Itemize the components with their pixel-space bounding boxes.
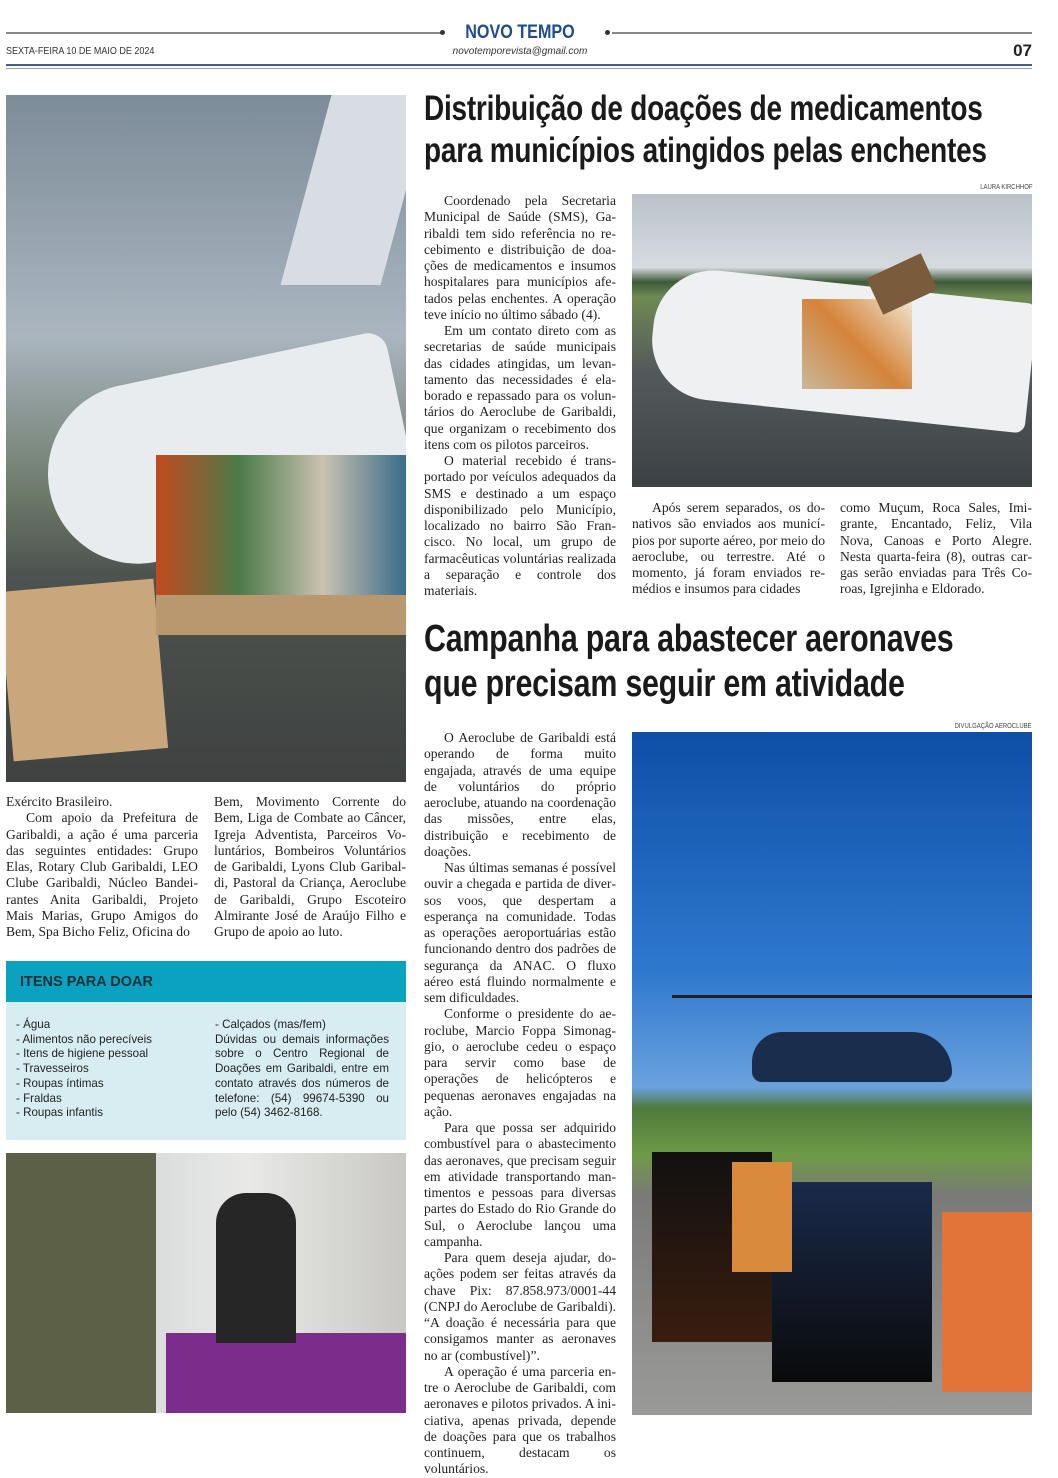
contact-email: novotemporevista@gmail.com: [452, 46, 588, 57]
headline-line: Campanha para abastecer aeronaves: [424, 618, 954, 660]
paragraph: Nas últimas semanas é possível ouvir a chegada e partida de diversos voos, que despertam a esperança na comunidade. Todas as operações aeroportuárias estão funcionando dentro dos padrões de segurança da ANAC. O fluxo aéreo está fluindo normalmente e sem dificuldades.: [424, 860, 616, 1005]
paragraph: Com apoio da Prefeitura de Garibaldi, a ação é uma parceria das seguintes entidades: Grupo Elas, Rotary Club Garibaldi, LEO Clube Garibaldi, Núcleo Bandeirantes Anita Garibaldi, Projeto Mais Marias, Grupo Amigos do Bem, Spa Bicho Feliz, Oficina do: [6, 810, 198, 939]
paragraph: O Aeroclube de Garibaldi está operando de forma muito engajada, através de uma equipe de voluntários do próprio aeroclube, atuando na coordenação das missões, entre elas, distribuição e recebimento de doações.: [424, 730, 616, 859]
donation-item: - Água: [16, 1018, 51, 1031]
donation-item: - Calçados (mas/fem): [215, 1018, 326, 1031]
photo-plane-loading: [6, 95, 406, 782]
donation-contact: [215, 1018, 389, 1121]
photo-helicopter-fuel: [632, 732, 1032, 1415]
masthead: NOVO TEMPO: [465, 22, 575, 43]
donation-item-list: [16, 1018, 196, 1121]
article1-headline: [424, 88, 987, 172]
paragraph: O material recebido é transportado por veículos adequados da SMS e destinado a um espaço disponibilizado pelo Município, localizado no bairro São Francisco. No local, um grupo de farmacêuticas voluntárias realizada a separação e controle dos materiais.: [424, 453, 616, 598]
paragraph: Em um contato direto com as secretarias de saúde municipais das cidades atingidas, um levantamento das necessidades é elaborado e repassado para os voluntários do Aeroclube de Garibaldi, que organizam o recebimento dos itens com os pilotos parceiros.: [424, 323, 616, 452]
donation-item: - Travesseiros: [16, 1062, 89, 1076]
donation-item: - Roupas íntimas: [16, 1076, 104, 1090]
paragraph: A operação é uma parceria entre o Aeroclube de Garibaldi, com aeronaves e pilotos privados. A iniciativa, apenas privada, depende de doações para que os trabalhos continuem, destacam os voluntários.: [424, 1363, 616, 1477]
header-rule-right: [612, 32, 1032, 34]
article2-headline: [424, 617, 953, 707]
header-dot: [605, 30, 610, 35]
paragraph: como Muçum, Roca Sales, Imigrante, Encantado, Feliz, Vila Nova, Canoas e Porto Alegre. Nesta quarta-feira (8), outras cargas serão enviadas para Três Coroas, Igrejinha e Eldorado.: [840, 500, 1032, 597]
donation-item: - Roupas infantis: [16, 1106, 103, 1120]
header-dot: [440, 30, 445, 35]
paragraph: Bem, Movimento Corrente do Bem, Liga de Combate ao Câncer, Igreja Adventista, Parceiros Voluntários, Bombeiros Voluntários de Garibaldi, Lyons Club Garibaldi, Pastoral da Criança, Aeroclube de Garibaldi, Grupo Escoteiro Almirante José de Araújo Filho e Grupo de apoio ao luto.: [214, 794, 406, 939]
donation-item: - Fraldas: [16, 1091, 62, 1105]
article1-column2: [632, 500, 825, 598]
photo-credit: LAURA KIRCHHOF: [979, 184, 1032, 191]
paragraph: Para que possa ser adquirido combustível para o abastecimento das aeronaves, que precisam seguir em atividade transportando mantimentos e pessoas para diversas partes do Estado do Rio Grande do Sul, o Aeroclube lançou uma campanha.: [424, 1120, 616, 1249]
donation-items-box: [6, 961, 406, 1140]
photo-credit: DIVULGAÇÃO AEROCLUBE: [954, 723, 1032, 730]
header-divider: [6, 64, 1032, 69]
box-title: ITENS PARA DOAR: [6, 961, 406, 1002]
header-rule-left: [6, 32, 442, 34]
article2-column: [424, 730, 616, 1478]
article1-column3: [840, 500, 1032, 598]
donation-item: - Alimentos não perecíveis: [16, 1032, 152, 1046]
contact-text: Dúvidas ou demais informações sobre o Centro Regional de Doações em Garibaldi, entre em contato através dos números de telefone: (54) 99674-5390 ou pelo (54) 3462-8168.: [215, 1032, 389, 1120]
paragraph: Coordenado pela Secretaria Municipal de Saúde (SMS), Garibaldi tem sido referência no recebimento e distribuição de doações de medicamentos e insumos hospitalares para municípios afetados pelas enchentes. A operação teve início no último sábado (4).: [424, 193, 616, 322]
paragraph: Exército Brasileiro.: [6, 794, 113, 809]
headline-line: Distribuição de doações de medicamentos: [424, 89, 983, 128]
headline-line: para municípios atingidos pelas enchentes: [424, 131, 987, 170]
paragraph: Após serem separados, os donativos são enviados aos municípios por suporte aéreo, por meio do aeroclube, ou terrestre. Até o momento, já foram enviados remédios e insumos para cidades: [632, 500, 825, 597]
paragraph: Para quem deseja ajudar, doações podem ser feitas através da chave Pix: 87.858.973/0001-44 (CNPJ do Aeroclube de Garibaldi). “A doação é necessária para que consigamos manter as aeronaves no ar (combustível)”.: [424, 1250, 616, 1363]
article1-continuation-right: [214, 794, 406, 940]
photo-plane-donations: [632, 194, 1032, 487]
donation-item: - Itens de higiene pessoal: [16, 1047, 149, 1061]
page-number: 07: [1013, 41, 1032, 60]
article1-continuation-left: [6, 794, 198, 940]
photo-volunteers-sorting: [6, 1153, 406, 1413]
article1-column1: [424, 193, 616, 599]
issue-date: SEXTA-FEIRA 10 DE MAIO DE 2024: [6, 46, 155, 57]
paragraph: Conforme o presidente do aeroclube, Marcio Foppa Simonaggio, o aeroclube cedeu o espaço para servir como base de operações de helicópteros e pequenas aeronaves engajadas na ação.: [424, 1006, 616, 1119]
headline-line: que precisam seguir em atividade: [424, 663, 905, 705]
